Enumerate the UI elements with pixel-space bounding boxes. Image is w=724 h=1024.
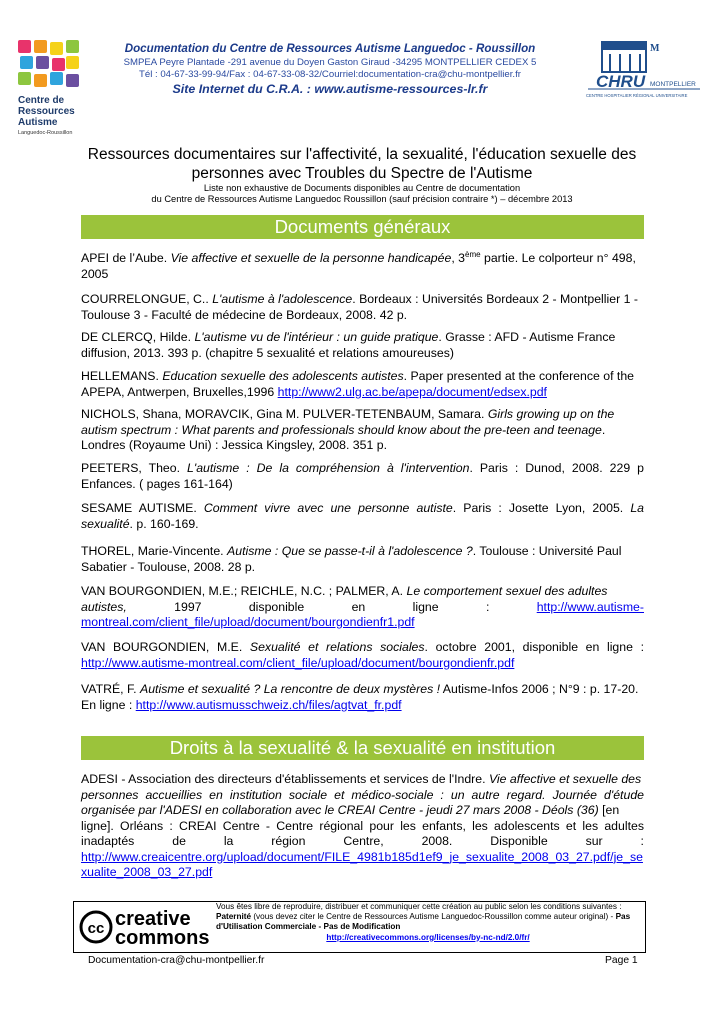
- section-heading-general: Documents généraux: [81, 215, 644, 239]
- vanbourgondien-1-link-part2[interactable]: montreal.com/client_file/upload/document/bourgondienfr1.pdf: [81, 615, 415, 629]
- hellemans-link[interactable]: http://www2.ulg.ac.be/apepa/document/edsex.pdf: [277, 384, 547, 399]
- cra-logo-line3: Autisme: [18, 117, 58, 128]
- vatre-link[interactable]: http://www.autismusschweiz.ch/files/agtvat_fr.pdf: [135, 697, 402, 712]
- cc-logo-word1: creative: [115, 908, 191, 930]
- entry-hellemans: HELLEMANS. Education sexuelle des adolescents autistes. Paper presented at the conference of the APEPA, Antwerpen, Bruxelles,1996 http://www2.ulg.ac.be/apepa/document/edsex.pdf: [81, 369, 635, 399]
- entry-courrelongue: COURRELONGUE, C.. L'autisme à l'adolescence. Bordeaux : Universités Bordeaux 2 - Montpellier 1 - Toulouse 3 - Faculté de médecine de Bordeaux, 2008. 42 p.: [81, 292, 638, 322]
- creative-commons-logo: [79, 906, 211, 948]
- cra-logo-line2: Ressources: [18, 106, 75, 117]
- entry-peeters: PEETERS, Theo. L'autisme : De la compréhension à l'intervention. Paris : Dunod, 2008. 229 p Enfances. ( pages 161-164): [81, 461, 644, 491]
- logo-square: [34, 40, 47, 53]
- logo-square: [36, 56, 49, 69]
- entry-sesame: SESAME AUTISME. Comment vivre avec une personne autiste. Paris : Josette Lyon, 2005. La sexualité. p. 160-169.: [81, 501, 644, 531]
- chru-logo-sub: CENTRE HOSPITALIER RÉGIONAL UNIVERSITAIRE: [586, 93, 688, 98]
- entry-vatre: VATRÉ, F. Autisme et sexualité ? La rencontre de deux mystères ! Autisme-Infos 2006 ; N°9 : p. 17-20. En ligne : http://www.autismusschweiz.ch/files/agtvat_fr.pdf: [81, 682, 639, 712]
- chru-logo: [584, 40, 702, 100]
- entry-adesi: ADESI - Association des directeurs d'établissements et services de l'Indre. Vie affective et sexuelle des personnes accueillies en institution sociale et médico-sociale : un autre regard. Journée d'étude organisée par l'ADESI en collaboration avec le CREAI Centre - jeudi 27 mars 2008 - Déols (36) [en ligne]. Orléans : CREAI Centre - Centre régional pour les enfants, les adolescents et les adultes inadaptés de la région Centre, 2008. Disponible sur : http://www.creaicentre.org/upload/document/FILE_4981b185d1ef9_je_sexualite_2008_03_27.pdf/je_se xualite_2008_03_27.pdf: [81, 772, 644, 879]
- logo-square: [18, 40, 31, 53]
- cc-icon: [79, 906, 211, 948]
- chru-logo-city: MONTPELLIER: [650, 81, 696, 88]
- logo-square: [50, 42, 63, 55]
- vanbourgondien-1-link-part1[interactable]: http://www.autisme-: [536, 599, 644, 614]
- logo-square: [50, 72, 63, 85]
- entry-declercq: DE CLERCQ, Hilde. L'autisme vu de l'intérieur : un guide pratique. Grasse : AFD - Autisme France diffusion, 2013. 393 p. (chapitre 5 sexualité et relations amoureuses): [81, 330, 616, 360]
- adesi-link-part1[interactable]: http://www.creaicentre.org/upload/document/FILE_4981b185d1ef9_je_sexualite_2008_03_27.pdf/je_se: [81, 849, 643, 864]
- logo-square: [66, 40, 79, 53]
- cra-logo: [18, 40, 80, 138]
- license-link[interactable]: http://creativecommons.org/licenses/by-nc-nd/2.0/fr/: [326, 932, 530, 942]
- cra-logo-sub: Languedoc-Roussillon: [18, 130, 73, 136]
- chru-logo-name: CHRU: [596, 72, 646, 91]
- section-heading-rights: Droits à la sexualité & la sexualité en institution: [81, 736, 644, 760]
- header-site[interactable]: Site Internet du C.R.A. : www.autisme-ressources-lr.fr: [172, 82, 488, 96]
- logo-square: [66, 74, 79, 87]
- cra-logo-line1: Centre de: [18, 95, 65, 106]
- footer-email: Documentation-cra@chu-montpellier.fr: [88, 955, 265, 966]
- vanbourgondien-2-link[interactable]: http://www.autisme-montreal.com/client_file/upload/document/bourgondienfr.pdf: [81, 655, 515, 670]
- footer-page-number: Page 1: [605, 955, 638, 966]
- logo-square: [34, 74, 47, 87]
- chru-logo-mark: M: [650, 43, 660, 54]
- entry-apei: APEI de l’Aube. Vie affective et sexuelle de la personne handicapée, 3ème partie. Le colporteur n° 498, 2005: [81, 249, 636, 281]
- entry-thorel: THOREL, Marie-Vincente. Autisme : Que se passe-t-il à l'adolescence ?. Toulouse : Université Paul Sabatier - Toulouse, 2008. 28 p.: [81, 544, 622, 574]
- adesi-link-part2[interactable]: xualite_2008_03_27.pdf: [81, 865, 213, 879]
- header-title: Documentation du Centre de Ressources Autisme Languedoc - Roussillon: [124, 42, 536, 55]
- header-address: SMPEA Peyre Plantade -291 avenue du Doyen Gaston Giraud -34295 MONTPELLIER CEDEX 5: [123, 57, 537, 68]
- cc-logo-mark: cc: [87, 920, 105, 937]
- cc-logo-word2: commons: [115, 927, 210, 948]
- logo-square: [52, 58, 65, 71]
- logo-square: [66, 56, 79, 69]
- header-contact: Tél : 04-67-33-99-94/Fax : 04-67-33-08-32/Courriel:documentation-cra@chu-montpellier.fr: [139, 69, 521, 80]
- license-text: Vous êtes libre de reproduire, distribuer et communiquer cette création au public selon les conditions suivantes : Paternité (vous devez citer le Centre de Ressources Autisme Languedoc-Roussillon comme auteur original) - Pas d'Utilisation Commerciale - Pas de Modification http://creativecommons.org/licenses/by-nc-nd/2.0/fr/: [216, 902, 631, 942]
- entry-vanbourgondien-1: VAN BOURGONDIEN, M.E.; REICHLE, N.C. ; PALMER, A. Le comportement sexuel des adultes autistes, 1997 disponible en ligne : http://www.autisme- montreal.com/client_file/upload/document/bourgondienfr1.pdf: [81, 584, 644, 629]
- entry-nichols: NICHOLS, Shana, MORAVCIK, Gina M. PULVER-TETENBAUM, Samara. Girls growing up on the autism spectrum : What parents and professionals should know about the pre-teen and teenage. Londres (Royaume Uni) : Jessica Kingsley, 2008. 351 p.: [81, 407, 615, 452]
- doc-title-line1: Ressources documentaires sur l'affectivité, la sexualité, l'éducation sexuelle des: [87, 146, 637, 163]
- doc-title-line2: personnes avec Troubles du Spectre de l'Autisme: [191, 165, 533, 182]
- entry-vanbourgondien-2: VAN BOURGONDIEN, M.E. Sexualité et relations sociales. octobre 2001, disponible en ligne : http://www.autisme-montreal.com/client_file/upload/document/bourgondienfr.pdf: [81, 640, 645, 670]
- doc-note-line1: Liste non exhaustive de Documents disponibles au Centre de documentation: [203, 183, 521, 193]
- chru-logo-graphic: [584, 40, 702, 100]
- logo-square: [20, 56, 33, 69]
- doc-note-line2: du Centre de Ressources Autisme Languedoc Roussillon (sauf précision contraire *) – décembre 2013: [151, 194, 573, 204]
- logo-square: [18, 72, 31, 85]
